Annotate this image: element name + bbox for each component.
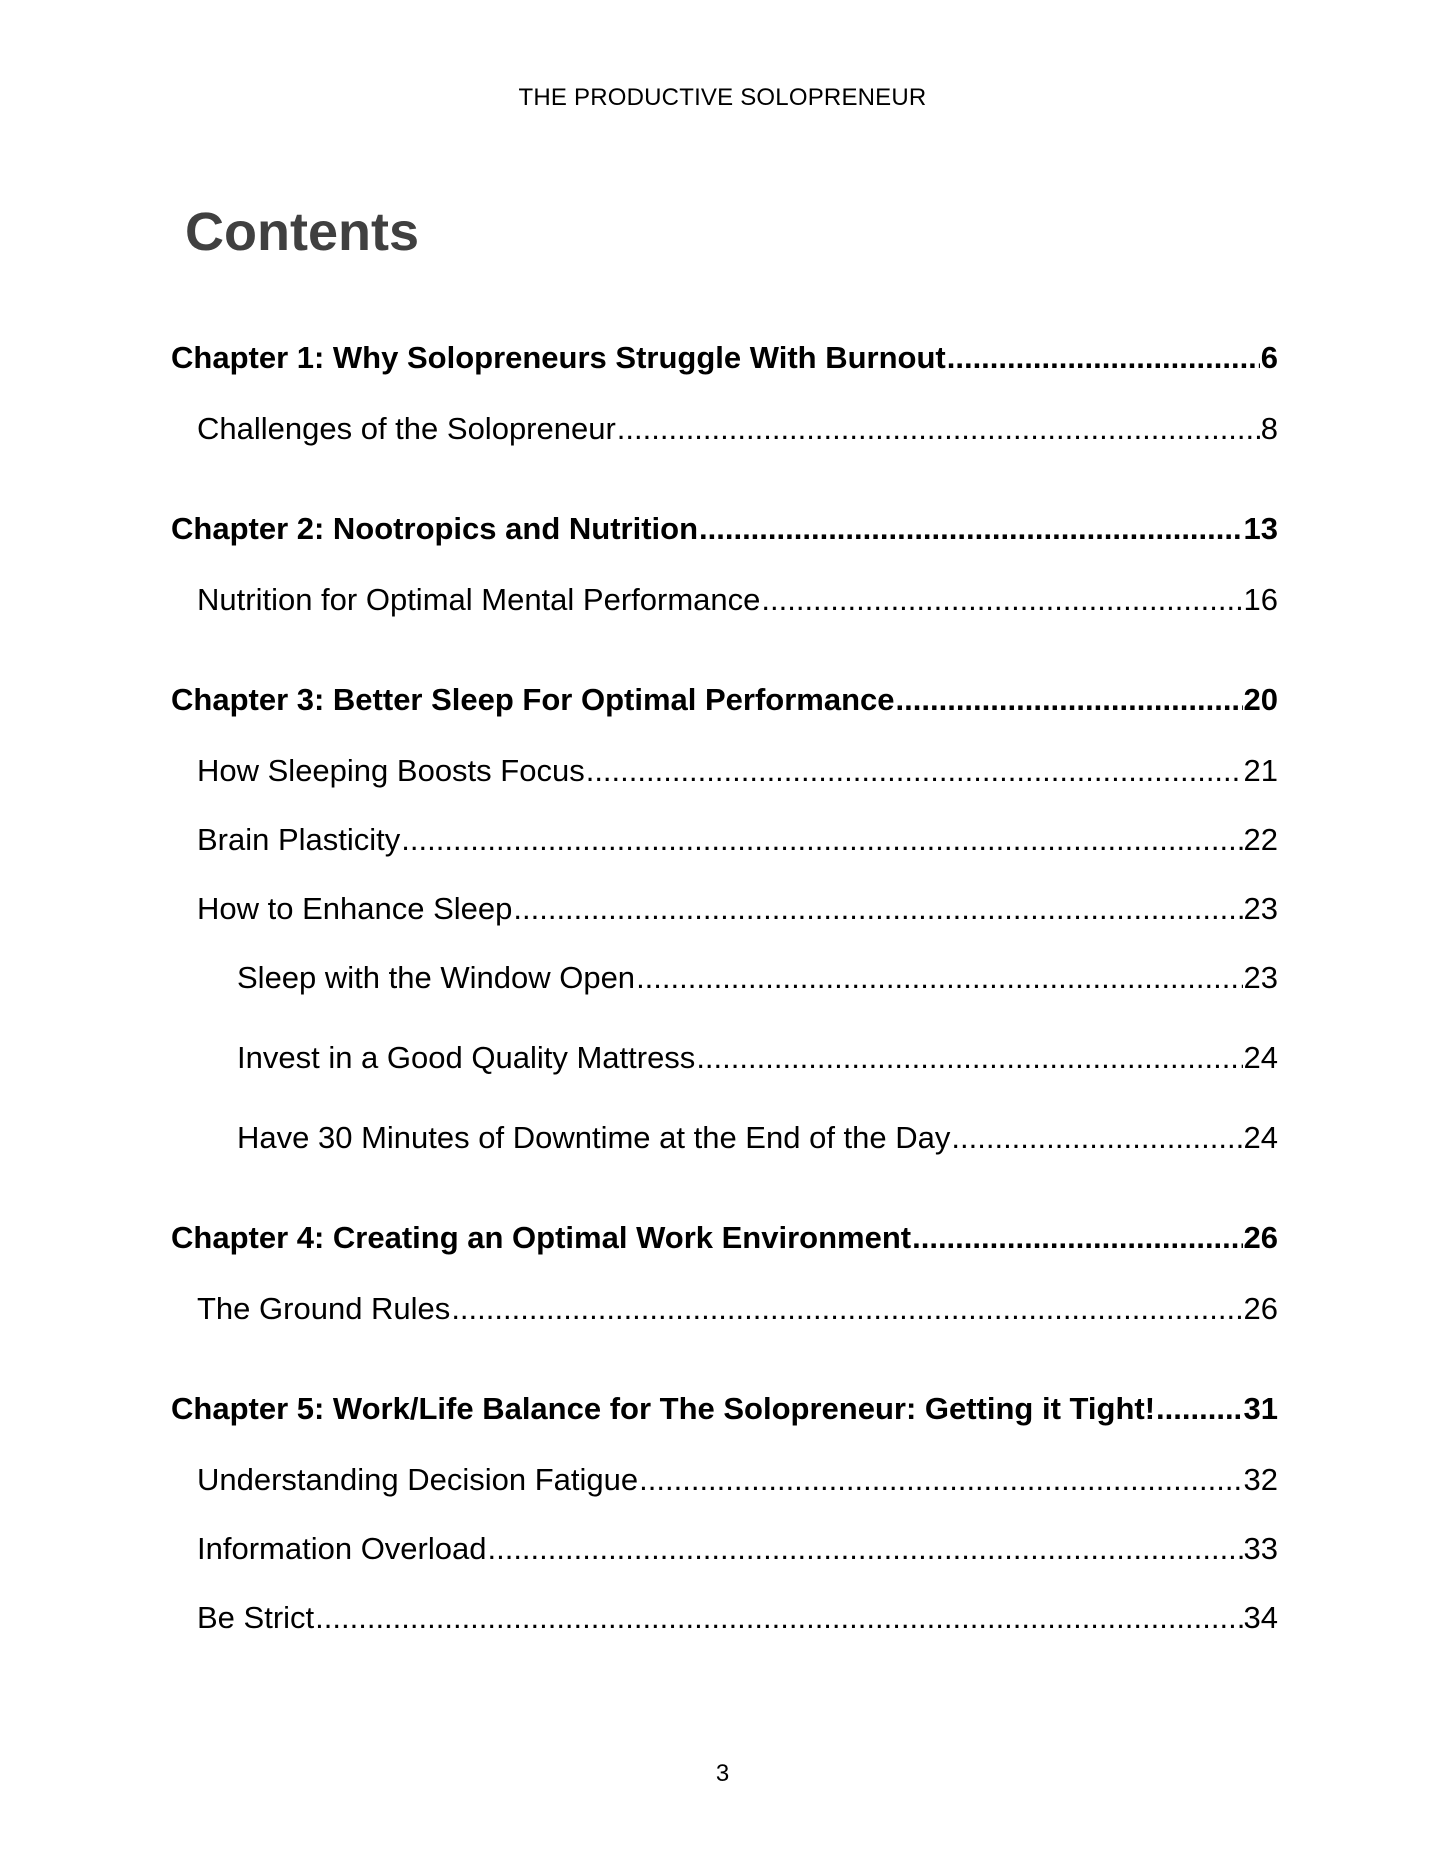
toc-entry-text: Nutrition for Optimal Mental Performance xyxy=(197,582,761,617)
toc-dot-leader xyxy=(401,820,1242,860)
toc-page-number: 21 xyxy=(1243,753,1278,788)
toc-entry-subsection[interactable] xyxy=(237,1038,1278,1078)
toc-page-number: 22 xyxy=(1243,822,1278,857)
toc-page-number: 13 xyxy=(1243,511,1278,546)
toc-entry-text: How to Enhance Sleep xyxy=(197,891,513,926)
toc-entry-section[interactable] xyxy=(197,580,1278,620)
toc-entry-text: Invest in a Good Quality Mattress xyxy=(237,1040,696,1075)
toc-page-number: 26 xyxy=(1243,1291,1278,1326)
toc-page-number: 34 xyxy=(1243,1600,1278,1635)
toc-page-number: 24 xyxy=(1243,1120,1278,1155)
toc-entry-text: The Ground Rules xyxy=(197,1291,451,1326)
toc-entry-section[interactable] xyxy=(197,409,1278,449)
toc-page-number: 6 xyxy=(1260,340,1278,375)
toc-entry-text: Chapter 1: Why Solopreneurs Struggle With Burnout xyxy=(171,340,946,375)
toc-entry-text: Chapter 4: Creating an Optimal Work Environment xyxy=(171,1220,912,1255)
toc-page-number: 8 xyxy=(1260,411,1278,446)
toc-page-number: 31 xyxy=(1243,1391,1278,1426)
toc-page-number: 33 xyxy=(1243,1531,1278,1566)
toc-page-number: 32 xyxy=(1243,1462,1278,1497)
toc-entry-subsection[interactable] xyxy=(237,958,1278,998)
toc-entry-text: Chapter 2: Nootropics and Nutrition xyxy=(171,511,698,546)
toc-dot-leader xyxy=(699,509,1243,549)
contents-title: Contents xyxy=(185,202,419,262)
toc-entry-text: Be Strict xyxy=(197,1600,315,1635)
toc-dot-leader xyxy=(617,409,1260,449)
toc-entry-chapter-3[interactable] xyxy=(171,680,1278,720)
running-header: THE PRODUCTIVE SOLOPRENEUR xyxy=(518,84,927,111)
toc-entry-text: Chapter 3: Better Sleep For Optimal Performance xyxy=(171,682,895,717)
toc-entry-section[interactable] xyxy=(197,1289,1278,1329)
toc-page-number: 20 xyxy=(1243,682,1278,717)
page-number: 3 xyxy=(715,1760,730,1787)
toc-entry-section[interactable] xyxy=(197,1529,1278,1569)
toc-dot-leader xyxy=(761,580,1242,620)
toc-dot-leader xyxy=(315,1598,1242,1638)
toc-dot-leader xyxy=(696,1038,1242,1078)
toc-entry-section[interactable] xyxy=(197,1598,1278,1638)
toc-dot-leader xyxy=(912,1218,1242,1258)
toc-page-number: 24 xyxy=(1243,1040,1278,1075)
toc-dot-leader xyxy=(513,889,1242,929)
toc-entry-subsection[interactable] xyxy=(237,1118,1278,1158)
toc-entry-section[interactable] xyxy=(197,751,1278,791)
toc-dot-leader xyxy=(451,1289,1242,1329)
toc-entry-text: Understanding Decision Fatigue xyxy=(197,1462,639,1497)
toc-entry-section[interactable] xyxy=(197,1460,1278,1500)
toc-page-number: 16 xyxy=(1243,582,1278,617)
toc-dot-leader xyxy=(947,338,1260,378)
toc-dot-leader xyxy=(586,751,1243,791)
toc-dot-leader xyxy=(636,958,1242,998)
toc-entry-text: Challenges of the Solopreneur xyxy=(197,411,616,446)
toc-entry-text: Information Overload xyxy=(197,1531,487,1566)
toc-entry-chapter-4[interactable] xyxy=(171,1218,1278,1258)
toc-entry-chapter-5[interactable] xyxy=(171,1389,1278,1429)
toc-page-number: 26 xyxy=(1243,1220,1278,1255)
toc-entry-text: Brain Plasticity xyxy=(197,822,401,857)
toc-entry-text: Have 30 Minutes of Downtime at the End of the Day xyxy=(237,1120,951,1155)
toc-entry-text: Chapter 5: Work/Life Balance for The Solopreneur: Getting it Tight! xyxy=(171,1391,1156,1426)
toc-page-number: 23 xyxy=(1243,891,1278,926)
toc-dot-leader xyxy=(639,1460,1242,1500)
toc-page-number: 23 xyxy=(1243,960,1278,995)
toc-dot-leader xyxy=(896,680,1243,720)
toc-entry-section[interactable] xyxy=(197,820,1278,860)
toc-dot-leader xyxy=(1156,1389,1242,1429)
toc-entry-chapter-1[interactable] xyxy=(171,338,1278,378)
toc-dot-leader xyxy=(951,1118,1242,1158)
toc-entry-chapter-2[interactable] xyxy=(171,509,1278,549)
toc-entry-text: Sleep with the Window Open xyxy=(237,960,636,995)
toc-entry-section[interactable] xyxy=(197,889,1278,929)
toc-dot-leader xyxy=(487,1529,1242,1569)
toc-entry-text: How Sleeping Boosts Focus xyxy=(197,753,585,788)
